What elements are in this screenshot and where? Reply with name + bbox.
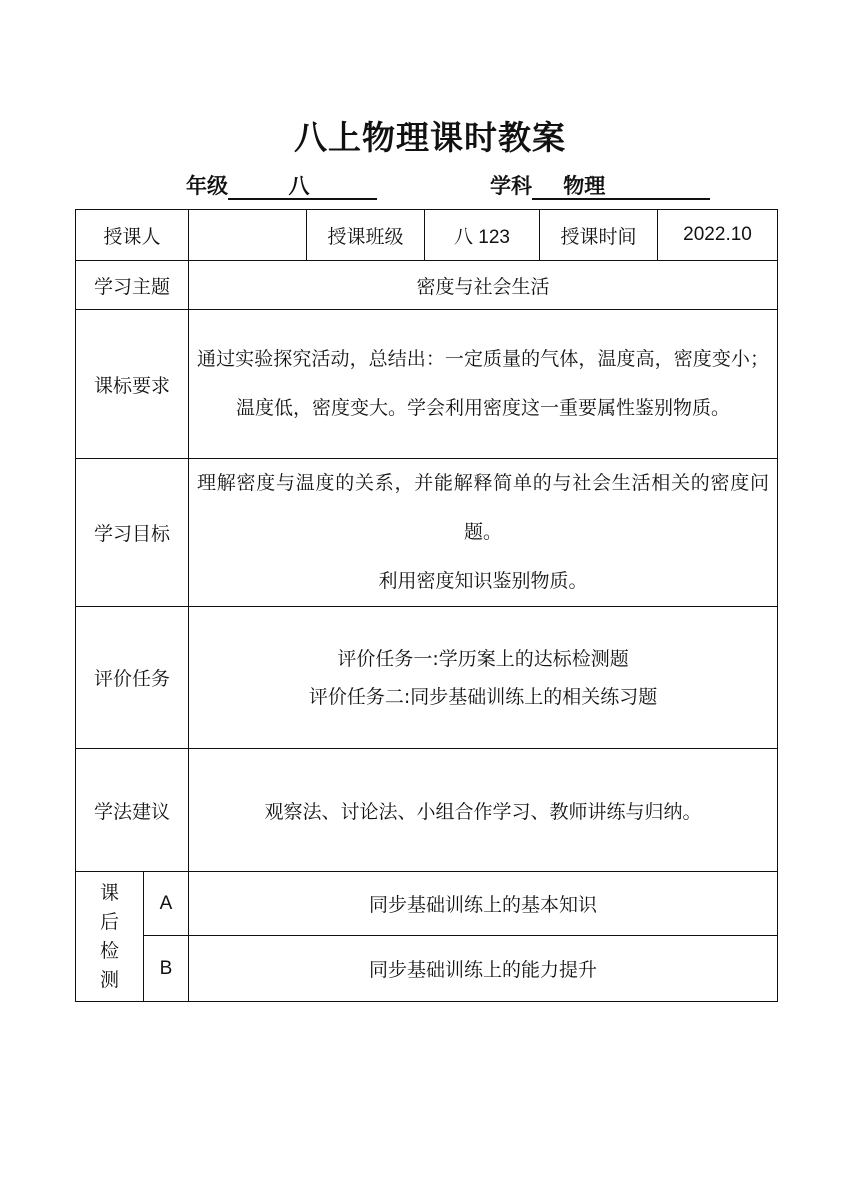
table-row [76, 261, 778, 310]
check-label: 课 后 检 测 [76, 872, 144, 1002]
goal-line-2: 利用密度知识鉴别物质。 [378, 570, 588, 592]
check-b-value: 同步基础训练上的能力提升 [189, 936, 778, 1002]
lesson-plan-table [75, 209, 778, 1002]
method-label: 学法建议 [76, 749, 189, 872]
standard-text: 通过实验探究活动，总结出：一定质量的气体，温度高，密度变小；温度低，密度变大。学会利用密度这一重要属性鉴别物质。 [189, 310, 778, 459]
table-row [76, 872, 778, 936]
eval-label: 评价任务 [76, 607, 189, 749]
grade-line [186, 170, 377, 200]
table-row [76, 936, 778, 1002]
table-row [76, 459, 778, 607]
topic-label: 学习主题 [76, 261, 189, 310]
goal-line-1: 理解密度与温度的关系，并能解释简单的与社会生活相关的密度问题。 [197, 472, 770, 543]
eval-cell [189, 607, 778, 749]
time-label: 授课时间 [540, 210, 658, 261]
table-row [76, 210, 778, 261]
subject-line [490, 170, 710, 200]
table-row [76, 607, 778, 749]
page-title: 八上物理课时教案 [294, 118, 566, 157]
check-b-label: B [144, 936, 189, 1002]
check-a-label: A [144, 872, 189, 936]
subject-value: 物理 [532, 175, 710, 200]
eval-line-1: 评价任务一:学历案上的达标检测题 [337, 647, 629, 670]
time-value: 2022.10 [658, 210, 778, 261]
grade-label: 年级 [186, 174, 228, 198]
table-row [76, 749, 778, 872]
eval-line-2: 评价任务二:同步基础训练上的相关练习题 [308, 685, 658, 708]
method-value: 观察法、讨论法、小组合作学习、教师讲练与归纳。 [189, 749, 778, 872]
goal-cell [189, 459, 778, 607]
table-row [76, 310, 778, 459]
goal-label: 学习目标 [76, 459, 189, 607]
check-a-value: 同步基础训练上的基本知识 [189, 872, 778, 936]
subject-label: 学科 [490, 174, 532, 198]
class-label: 授课班级 [307, 210, 425, 261]
teacher-value [189, 210, 307, 261]
topic-value: 密度与社会生活 [189, 261, 778, 310]
standard-label: 课标要求 [76, 310, 189, 459]
teacher-label: 授课人 [76, 210, 189, 261]
grade-value: 八 [228, 175, 377, 200]
class-value: 八 123 [425, 210, 540, 261]
